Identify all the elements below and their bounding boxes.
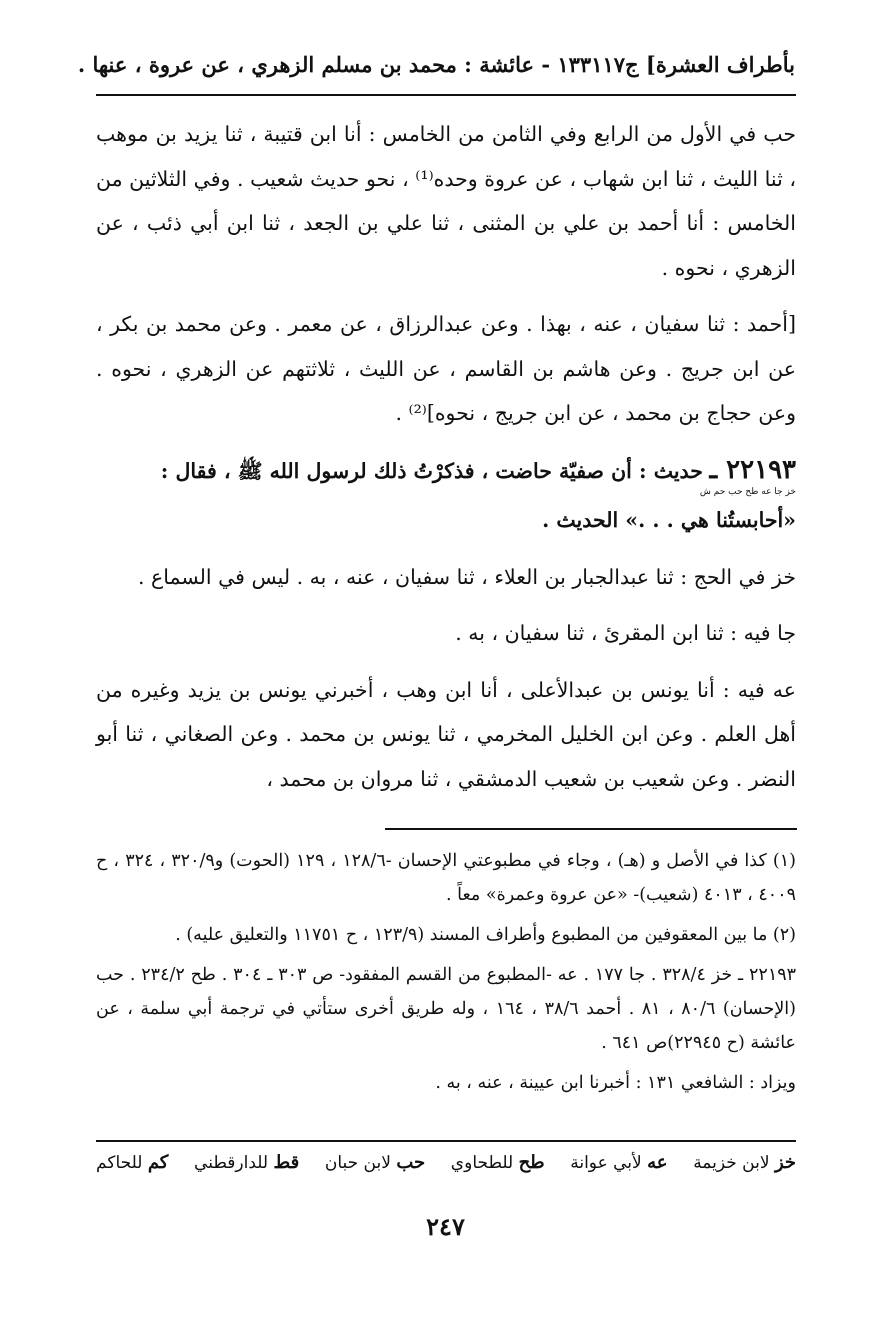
legend-rule (96, 1140, 796, 1142)
paragraph-khuzayma: خز في الحج : ثنا عبدالجبار بن العلاء ، ثنا سفيان ، عنه ، به . ليس في السماع . (137, 564, 796, 589)
abbreviations-legend (96, 1152, 796, 1173)
footnote-addition: ويزاد : الشافعي ١٣١ : أخبرنا ابن عيينة ، عنه ، به . (435, 1073, 796, 1093)
footnote-1: (١) كذا في الأصل و (هـ) ، وجاء في مطبوعتي الإحسان -١٢٨/٦ ، ١٢٩ (الحوت) و٣٢٠/٩ ، ٣٢٤ ، ح ٤٠٠٩ ، ٤٠١٣ (شعيب)- «عن عروة وعمرة» معاً . (96, 851, 796, 905)
paragraph-jarud: جا فيه : ثنا ابن المقرئ ، ثنا سفيان ، به . (455, 621, 796, 645)
legend-item: حب لابن حبان (324, 1152, 426, 1173)
hadith-title: حديث : أن صفيّة حاضت ، فذكرْتُ ذلك لرسول الله ﷺ ، فقال : (160, 458, 703, 483)
header-section-title: ١٣٣١ - عائشة : محمد بن مسلم الزهري ، عن عروة ، عنها . (77, 51, 603, 77)
paragraph-awana: عه فيه : أنا يونس بن عبدالأعلى ، أنا ابن وهب ، أخبرني يونس بن يزيد وغيره من أهل العلم . وعن ابن الخليل المخرمي ، ثنا يونس بن محمد . وعن الصغاني ، ثنا أبو النضر . وعن شعيب بن شعيب الدمشقي ، ثنا مروان بن محمد ، (96, 677, 796, 791)
hadith-sigla: خز جا عه طح حب حم ش (699, 487, 796, 497)
header-volume: بأطراف العشرة] ج١٧ (602, 51, 795, 77)
page-number: ٢٤٧ (426, 1212, 465, 1241)
legend-item: خز لابن خزيمة (693, 1152, 796, 1173)
paragraph-ahmad: [أحمد : ثنا سفيان ، عنه ، بهذا . وعن عبدالرزاق ، عن معمر . وعن محمد بن بكر ، عن ابن جريج . وعن هاشم بن القاسم ، عن الليث ، ثلاثتهم عن الزهري ، نحوه . وعن حجاج بن محمد ، عن ابن جريج ، نحوه]⁽²⁾ . (96, 312, 796, 425)
legend-item: طح للطحاوي (450, 1152, 545, 1173)
legend-item: قط للدارقطني (194, 1152, 300, 1173)
footnote-references: ٢٢١٩٣ ـ خز ٣٢٨/٤ . جا ١٧٧ . عه -المطبوع من القسم المفقود- ص ٣٠٣ ـ ٣٠٤ . طح ٢٣٤/٢ . حب (الإحسان) ٨٠/٦ ، ٨١ . أحمد ٣٨/٦ ، ١٦٤ ، وله طريق أخرى ستأتي في ترجمة أبي سلمة ، عن عائشة (ح ٢٢٩٤٥)ص ٦٤١ . (96, 965, 797, 1053)
legend-item: عه لأبي عوانة (570, 1152, 668, 1173)
hadith-title-continued: «أحابستُنا هي . . .» الحديث . (542, 508, 796, 532)
main-text (96, 112, 796, 813)
footnotes (96, 844, 796, 1106)
footnote-rule (385, 828, 797, 830)
header-rule (96, 94, 796, 96)
legend-item: كم للحاكم (96, 1152, 169, 1173)
hadith-number: ٢٢١٩٣ ـ (709, 454, 796, 485)
paragraph-hibban: حب في الأول من الرابع وفي الثامن من الخامس : أنا ابن قتيبة ، ثنا يزيد بن موهب ، ثنا الليث ، ثنا ابن شهاب ، عن عروة وحده⁽¹⁾ ، نحو حديث شعيب . وفي الثلاثين من الخامس : أنا أحمد بن علي بن المثنى ، ثنا علي بن الجعد ، ثنا ابن أبي ذئب ، عن الزهري ، نحوه . (96, 122, 796, 280)
hadith-heading (96, 448, 796, 499)
running-header (77, 44, 795, 84)
footnote-2: (٢) ما بين المعقوفين من المطبوع وأطراف المسند (١٢٣/٩ ، ح ١١٧٥١ والتعليق عليه) . (175, 925, 796, 945)
